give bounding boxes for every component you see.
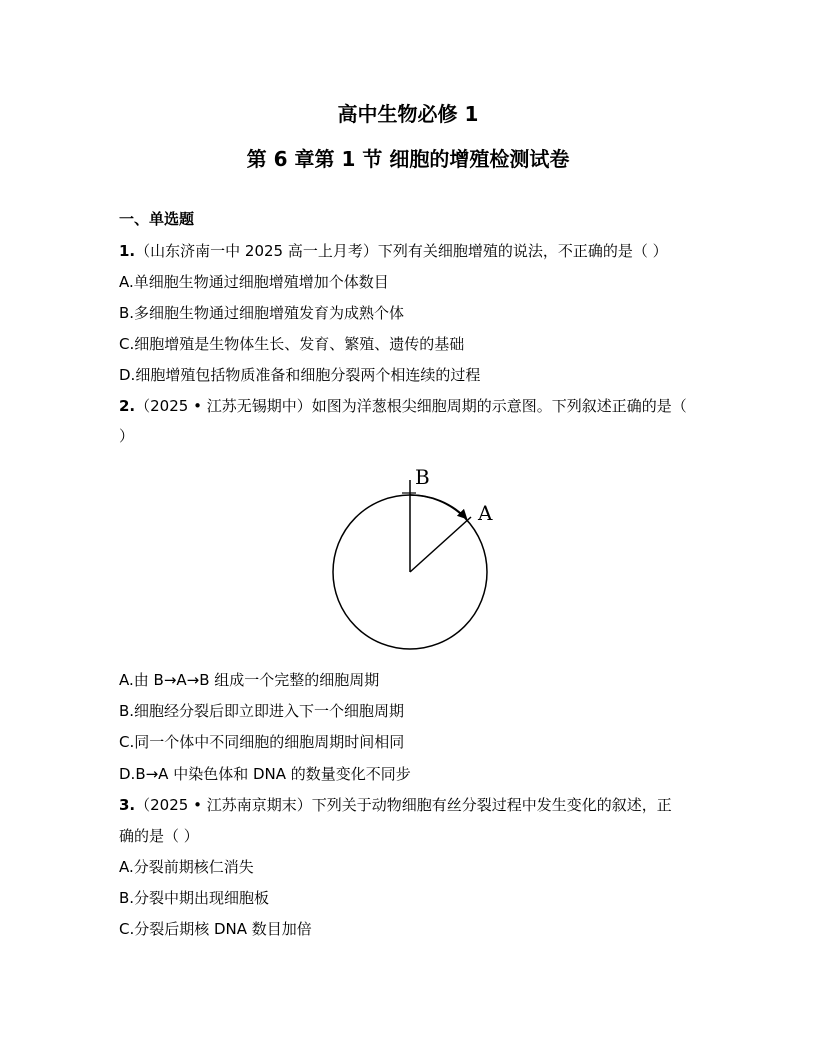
question-2-option-c: C.同一个体中不同细胞的细胞周期时间相同 <box>119 733 405 751</box>
question-2-option-b: B.细胞经分裂后即立即进入下一个细胞周期 <box>119 702 405 720</box>
question-2-option-d: D.B→A 中染色体和 DNA 的数量变化不同步 <box>119 765 411 783</box>
question-2-option-a: A.由 B→A→B 组成一个完整的细胞周期 <box>119 671 380 689</box>
page-title: 高中生物必修 1 <box>337 102 479 126</box>
radius-to-a <box>410 517 471 572</box>
page-subtitle: 第 6 章第 1 节 细胞的增殖检测试卷 <box>246 147 570 171</box>
question-number: 3. <box>119 796 136 814</box>
question-1-option-d: D.细胞增殖包括物质准备和细胞分裂两个相连续的过程 <box>119 366 481 384</box>
question-3-stem-continued: 确的是（ ） <box>119 827 199 845</box>
question-number: 2. <box>119 397 136 415</box>
question-1-stem <box>119 241 668 261</box>
label-a: A <box>478 501 493 525</box>
question-number: 1. <box>119 242 136 260</box>
section-heading: 一、单选题 <box>119 210 195 228</box>
question-stem-text: （山东济南一中 2025 高一上月考）下列有关细胞增殖的说法，不正确的是（ ） <box>135 242 668 260</box>
question-3-stem <box>119 795 672 815</box>
question-1-option-a: A.单细胞生物通过细胞增殖增加个体数目 <box>119 273 389 291</box>
cell-cycle-diagram <box>320 460 510 660</box>
question-2-stem <box>119 396 687 416</box>
question-stem-text: （2025 • 江苏无锡期中）如图为洋葱根尖细胞周期的示意图。下列叙述正确的是（ <box>135 397 687 415</box>
question-2-stem-continued: ） <box>119 427 135 445</box>
question-1-option-c: C.细胞增殖是生物体生长、发育、繁殖、遗传的基础 <box>119 335 465 353</box>
question-3-option-b: B.分裂中期出现细胞板 <box>119 889 270 907</box>
question-1-option-b: B.多细胞生物通过细胞增殖发育为成熟个体 <box>119 304 405 322</box>
label-b: B <box>415 465 430 489</box>
question-3-option-a: A.分裂前期核仁消失 <box>119 858 254 876</box>
arc-arrow-b-to-a <box>410 495 466 518</box>
question-3-option-c: C.分裂后期核 DNA 数目加倍 <box>119 920 312 938</box>
question-stem-text: （2025 • 江苏南京期末）下列关于动物细胞有丝分裂过程中发生变化的叙述，正 <box>135 796 672 814</box>
